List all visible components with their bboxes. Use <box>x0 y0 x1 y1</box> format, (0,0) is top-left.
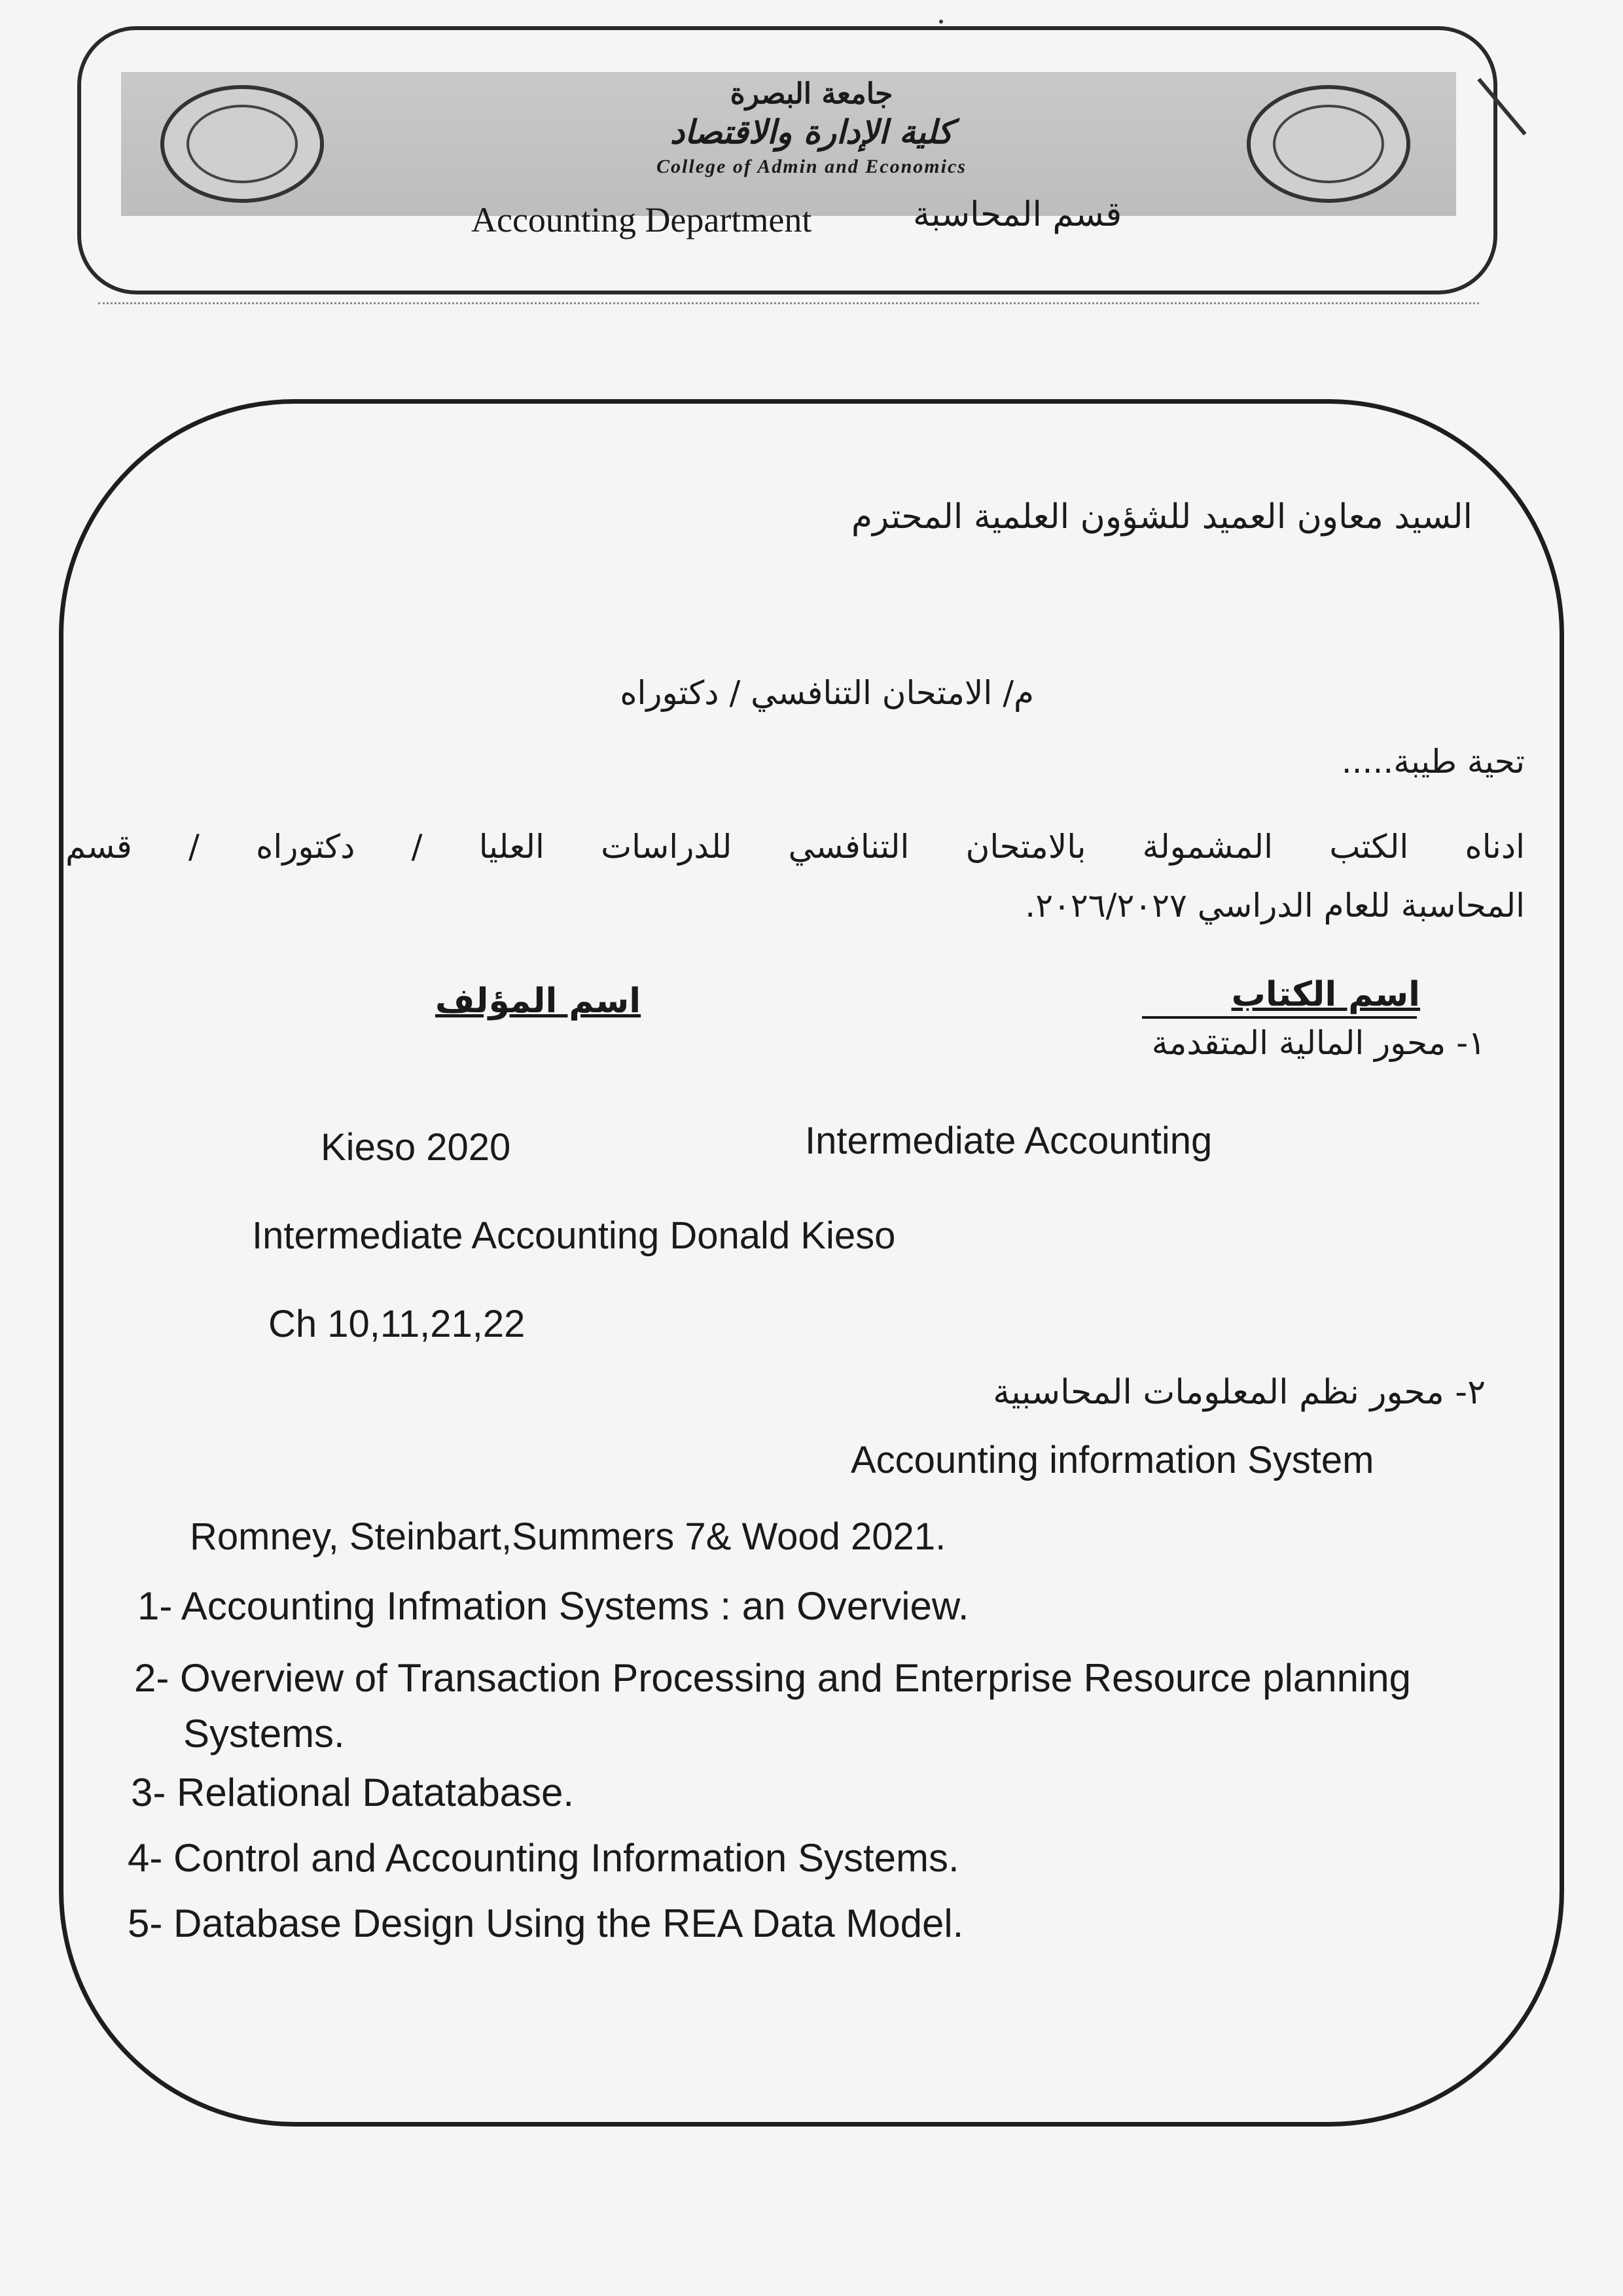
section-1-full-reference: Intermediate Accounting Donald Kieso <box>252 1214 896 1257</box>
paragraph-line-1: ادناه الكتب المشمولة بالامتحان التنافسي للدراسات العليا / دكتوراه / قسم <box>65 828 1525 866</box>
college-name-en: College of Admin and Economics <box>656 156 967 177</box>
greeting: تحية طيبة..... <box>1341 743 1525 781</box>
department-en: Accounting Department <box>471 200 812 239</box>
list-item: 1- Accounting Infmation Systems : an Overview. <box>137 1584 969 1628</box>
department-ar: قسم المحاسبة <box>913 195 1122 234</box>
subject-line: م/ الامتحان التنافسي / دكتوراه <box>620 674 1034 712</box>
list-item: 5- Database Design Using the REA Data Model. <box>128 1901 964 1945</box>
list-item: 4- Control and Accounting Information Systems. <box>128 1836 959 1880</box>
column-book-heading: اسم الكتاب <box>1231 975 1420 1014</box>
page-mark <box>939 20 943 24</box>
list-item: 3- Relational Datatabase. <box>131 1771 575 1814</box>
paragraph-line-2: المحاسبة للعام الدراسي ٢٠٢٦/٢٠٢٧. <box>1025 887 1525 925</box>
column-author-heading: اسم المؤلف <box>435 981 641 1021</box>
section-2-title: ٢- محور نظم المعلومات المحاسبية <box>993 1373 1486 1412</box>
column-book-underline <box>1142 1016 1417 1019</box>
list-item: 2- Overview of Transaction Processing and Enterprise Resource planning <box>134 1656 1412 1700</box>
university-name: جامعة البصرة <box>730 77 893 111</box>
section-1-chapters: Ch 10,11,21,22 <box>268 1303 526 1345</box>
list-item-continuation: Systems. <box>183 1712 345 1756</box>
section-2-book: Accounting information System <box>851 1439 1374 1481</box>
college-name-ar: كلية الإدارة والاقتصاد <box>669 113 954 151</box>
section-2-authors: Romney, Steinbart,Summers 7& Wood 2021. <box>190 1515 946 1558</box>
section-1-title: ١- محور المالية المتقدمة <box>1151 1024 1486 1062</box>
section-1-author: Kieso 2020 <box>321 1126 511 1169</box>
header-divider <box>98 302 1479 304</box>
section-1-book: Intermediate Accounting <box>805 1120 1213 1162</box>
salutation: السيد معاون العميد للشؤون العلمية المحترم <box>851 497 1472 537</box>
